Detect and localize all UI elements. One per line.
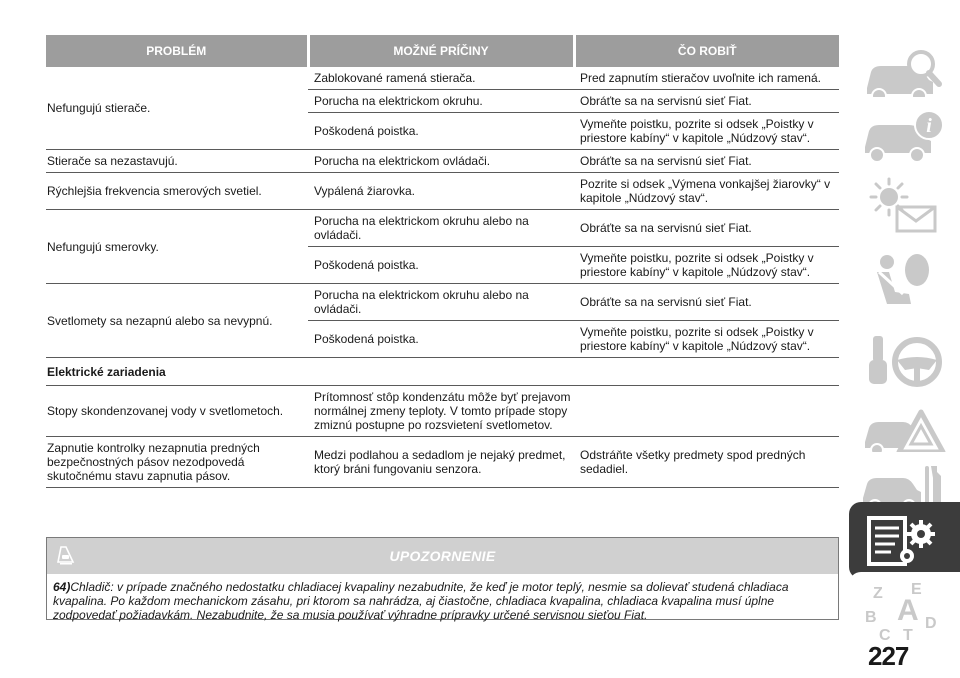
cause-cell: Porucha na elektrickom ovládači. [308,150,574,173]
header-problem: PROBLÉM [46,35,308,67]
table-header-row [46,35,839,67]
cause-cell: Medzi podlahou a sedadlom je nejaký predmet, ktorý bráni fungovaniu senzora. [308,437,574,488]
action-cell: Vymeňte poistku, pozrite si odsek „Poistky v priestore kabíny“ v kapitole „Núdzový stav“. [574,321,839,358]
warning-ref: 64) [53,580,71,594]
header-action: ČO ROBIŤ [574,35,839,67]
problem-cell: Rýchlejšia frekvencia smerových svetiel. [46,173,308,210]
table-row [46,386,839,437]
cause-cell: Vypálená žiarovka. [308,173,574,210]
warning-body: Chladič: v prípade značného nedostatku chladiacej kvapaliny nezabudnite, že keď je motor teplý, nesmie sa dolievať studená chladiaca kvapalina. Po každom mechanickom zásahu, pri ktorom sa nahrádza, aj čiastočne, chladiaca kvapalina, chladiaca kvapalina musí úplne zodpovedať požiadavkám. Nezabudnite, že sa musia používať výhradne prípravky určené servisnou sieťou Fiat. [53,580,789,622]
problem-cell: Nefungujú stierače. [46,67,308,150]
action-cell: Odstráňte všetky predmety spod predných sedadiel. [574,437,839,488]
tab-safety[interactable] [849,242,960,319]
svg-text:T: T [903,627,913,644]
problem-cell: Stopy skondenzovanej vody v svetlometoch. [46,386,308,437]
table-row [46,284,839,321]
svg-text:B: B [865,609,877,626]
action-cell: Obráťte sa na servisnú sieť Fiat. [574,150,839,173]
cause-cell: Zablokované ramená stierača. [308,67,574,90]
table-row [46,173,839,210]
key-steering-wheel-icon [859,330,949,396]
cause-cell: Poškodená poistka. [308,321,574,358]
action-cell: Pred zapnutím stieračov uvoľnite ich ramená. [574,67,839,90]
warning-title: UPOZORNENIE [389,548,496,564]
airbag-seat-icon [859,248,949,314]
action-cell [574,386,839,437]
problem-cell: Svetlomety sa nezapnú alebo sa nevypnú. [46,284,308,358]
cause-cell: Porucha na elektrickom okruhu alebo na ovládači. [308,284,574,321]
cause-cell: Poškodená poistka. [308,113,574,150]
troubleshooting-table [46,35,839,488]
warning-header [47,538,838,574]
cause-cell: Porucha na elektrickom okruhu. [308,90,574,113]
technical-data-gears-icon [859,508,949,574]
table-row [46,67,839,90]
warning-lights-envelope-icon [859,173,949,239]
tab-index[interactable] [849,572,960,649]
header-causes: MOŽNÉ PRÍČINY [308,35,574,67]
section-row [46,358,839,386]
svg-text:E: E [911,581,922,598]
svg-text:D: D [925,615,937,632]
svg-text:C: C [879,627,891,644]
page-number: 227 [868,641,909,671]
action-cell: Pozrite si odsek „Výmena vonkajšej žiarovky“ v kapitole „Núdzový stav“. [574,173,839,210]
cause-cell: Porucha na elektrickom okruhu alebo na ovládači. [308,210,574,247]
action-cell: Obráťte sa na servisnú sieť Fiat. [574,284,839,321]
table-row [46,150,839,173]
warning-car-icon [57,545,75,565]
table-row [46,210,839,247]
action-cell: Vymeňte poistku, pozrite si odsek „Poistky v priestore kabíny“ v kapitole „Núdzový stav“. [574,113,839,150]
tab-warning-lights[interactable] [849,167,960,244]
problem-cell: Stierače sa nezastavujú. [46,150,308,173]
action-cell: Obráťte sa na servisnú sieť Fiat. [574,210,839,247]
tab-technical-data[interactable] [849,502,960,579]
problem-cell: Zapnutie kontrolky nezapnutia predných bezpečnostných pásov nezodpovedá skutočnému stavu zapnutia pásov. [46,437,308,488]
alphabetical-index-icon [859,578,949,644]
car-info-icon [859,103,949,169]
problem-cell: Nefungujú smerovky. [46,210,308,284]
action-cell: Vymeňte poistku, pozrite si odsek „Poistky v priestore kabíny“ v kapitole „Núdzový stav“. [574,247,839,284]
action-cell: Obráťte sa na servisnú sieť Fiat. [574,90,839,113]
table-row [46,437,839,488]
svg-text:i: i [926,115,932,137]
cause-cell: Poškodená poistka. [308,247,574,284]
svg-text:A: A [897,594,919,627]
tab-starting-driving[interactable] [849,324,960,401]
warning-box [46,537,839,620]
cause-cell: Prítomnosť stôp kondenzátu môže byť prejavom normálnej zmeny teploty. V tomto prípade stopy zmiznú postupne po rozsvietení svetlometov. [308,386,574,437]
section-title: Elektrické zariadenia [46,358,839,386]
tab-car-info[interactable] [849,97,960,174]
svg-text:Z: Z [873,585,883,602]
warning-text [47,574,838,622]
